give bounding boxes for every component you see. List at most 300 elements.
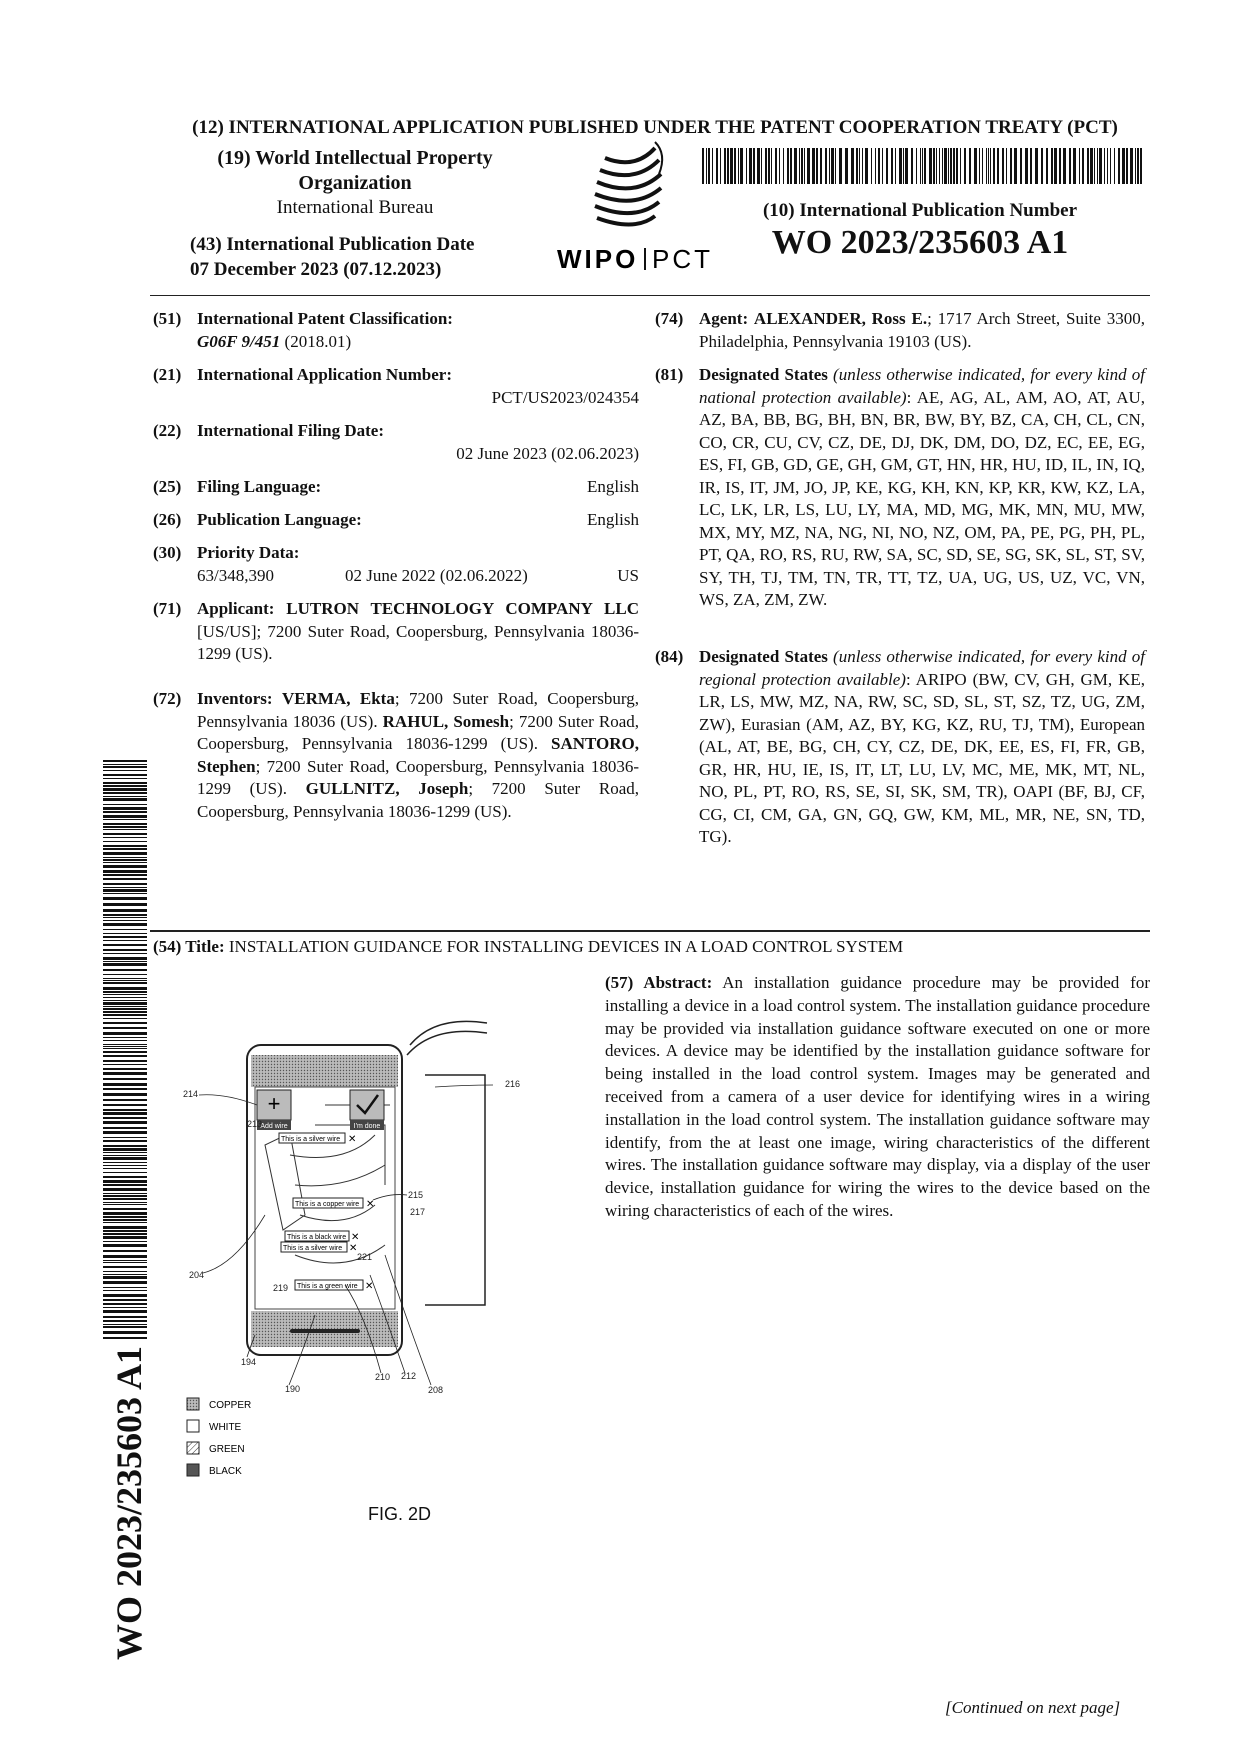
barcode-bar	[771, 148, 772, 184]
barcode-bar	[103, 982, 147, 984]
barcode-bar	[103, 1316, 147, 1318]
barcode-bar	[839, 148, 842, 184]
wire-label-2: This is a copper wire	[295, 1201, 360, 1208]
entry-21-label: International Application Number:	[197, 365, 453, 384]
barcode-bar	[794, 148, 797, 184]
barcode-bar	[103, 949, 147, 951]
barcode-bar	[1025, 148, 1028, 184]
barcode-bar	[1063, 148, 1066, 184]
barcode-bar	[103, 957, 147, 960]
barcode-bar	[103, 833, 147, 835]
barcode-bar	[103, 1068, 147, 1070]
barcode-bar	[103, 796, 147, 797]
barcode-bar	[1014, 148, 1017, 184]
legend-black: BLACK	[209, 1466, 242, 1477]
barcode-bar	[1010, 148, 1012, 184]
barcode-bar	[997, 148, 999, 184]
barcode-bar	[103, 1233, 147, 1235]
barcode-bar	[103, 897, 147, 900]
applicant-name: LUTRON TECHNOLOGY COMPANY LLC	[286, 599, 639, 618]
barcode-bar	[746, 148, 747, 184]
priority-country: US	[617, 565, 639, 585]
wire-label-1: This is a silver wire	[281, 1136, 341, 1143]
barcode-bar	[103, 770, 147, 771]
treaty-heading: (12) INTERNATIONAL APPLICATION PUBLISHED UNDER THE PATENT COOPERATION TREATY (PCT)	[192, 117, 1118, 138]
barcode-bar	[103, 1083, 147, 1086]
barcode-bar	[103, 1072, 147, 1075]
ref-212: 212	[401, 1371, 417, 1381]
barcode-bar	[103, 1018, 147, 1019]
org-name-line2: Organization	[298, 172, 412, 194]
barcode-bar	[936, 148, 937, 184]
barcode-bar	[103, 1055, 147, 1057]
barcode-bar	[974, 148, 977, 184]
title-text: INSTALLATION GUIDANCE FOR INSTALLING DEVICES IN A LOAD CONTROL SYSTEM	[224, 937, 904, 956]
figure-2d-drawing	[183, 1015, 595, 1535]
wall-box	[425, 1075, 485, 1305]
barcode-bar	[103, 1051, 147, 1053]
barcode-bar	[953, 148, 955, 184]
barcode-bar	[103, 909, 147, 912]
entry-71-code: (71)	[153, 599, 182, 618]
inventor-3-address: ; 7200 Suter Road, Coopersburg, Pennsylvania 18036-1299 (US).	[197, 756, 639, 798]
barcode-bar	[103, 920, 147, 921]
barcode-bar	[103, 870, 147, 873]
barcode-bar	[799, 148, 800, 184]
barcode-bar	[103, 980, 147, 981]
barcode-bar	[103, 917, 147, 918]
abstract-label: (57) Abstract:	[605, 973, 713, 992]
barcode-bar	[103, 1032, 147, 1035]
barcode-bar	[801, 148, 803, 184]
barcode-bar	[956, 148, 958, 184]
barcode-bar	[103, 1204, 147, 1205]
entry-22	[153, 420, 639, 465]
barcode-bar	[103, 782, 147, 784]
barcode-bar	[103, 991, 147, 993]
entry-72-label: Inventors:	[197, 689, 273, 708]
barcode-bar	[720, 148, 721, 184]
entry-26	[153, 509, 639, 532]
barcode-bar	[103, 1244, 147, 1247]
entry-25-label: Filing Language:	[197, 477, 322, 496]
barcode-bar	[103, 1324, 147, 1325]
barcode-bar	[103, 1137, 147, 1138]
barcode-bar	[103, 1093, 147, 1096]
barcode-bar	[103, 1320, 147, 1322]
barcode-bar	[103, 1307, 147, 1308]
barcode-bar	[1094, 148, 1095, 184]
barcode-bar	[103, 923, 147, 926]
barcode-bar	[103, 1176, 147, 1178]
barcode-bar	[103, 798, 147, 801]
barcode-bar	[103, 887, 147, 888]
barcode-bar	[103, 760, 147, 762]
wire-label-5: This is a green wire	[297, 1283, 358, 1290]
phone-top-bar	[251, 1055, 398, 1087]
entry-84-note: (unless otherwise indicated, for every kind of regional protection available)	[699, 647, 1145, 689]
barcode-bar	[950, 148, 952, 184]
barcode-bar	[103, 940, 147, 941]
logo-pct-text: PCT	[652, 244, 713, 274]
barcode-bar	[103, 1303, 147, 1305]
barcode-bar	[779, 148, 780, 184]
barcode-bar	[103, 987, 147, 990]
barcode-bar	[820, 148, 822, 184]
publication-number: WO 2023/235603 A1	[771, 224, 1069, 261]
barcode-bar	[749, 148, 752, 184]
barcode-bar	[103, 1184, 147, 1186]
barcode-bar	[103, 961, 147, 962]
barcode-bar	[103, 978, 147, 979]
barcode-bar	[103, 1287, 147, 1288]
ref-214: 214	[183, 1089, 199, 1099]
wire-label-3: This is a black wire	[287, 1234, 347, 1241]
barcode-bar	[825, 148, 827, 184]
barcode-bar	[1059, 148, 1061, 184]
barcode-bar	[727, 148, 729, 184]
inventor-2-address: ; 7200 Suter Road, Coopersburg, Pennsylvania 18036-1299 (US).	[197, 711, 639, 753]
barcode-bar	[103, 1219, 147, 1221]
barcode-bar	[1087, 148, 1089, 184]
header-divider	[150, 295, 1150, 296]
barcode-bar	[103, 893, 147, 894]
entry-26-code: (26)	[153, 510, 182, 529]
barcode-bar	[103, 1274, 147, 1275]
barcode-bar	[103, 1121, 147, 1124]
barcode-bar	[103, 1255, 147, 1258]
barcode-bar	[1114, 148, 1115, 184]
barcode-bar	[103, 1180, 147, 1183]
barcode-bar	[1122, 148, 1125, 184]
barcode-bar	[103, 1260, 147, 1261]
entry-51-code: (51)	[153, 309, 182, 328]
barcode-bar	[103, 997, 147, 998]
barcode-bar	[103, 807, 147, 810]
barcode-bar	[103, 1008, 147, 1010]
barcode-bar	[103, 862, 147, 863]
barcode-bar	[804, 148, 805, 184]
ref-194: 194	[241, 1357, 257, 1367]
barcode-bar	[871, 148, 872, 184]
barcode-bar	[103, 837, 147, 838]
barcode-bar	[103, 778, 147, 779]
barcode-bar	[856, 148, 858, 184]
barcode-bar	[903, 148, 904, 184]
barcode-bar	[730, 148, 733, 184]
barcode-bar	[103, 1002, 147, 1005]
entry-84	[655, 646, 1145, 849]
ipc-class-year: (2018.01)	[280, 331, 352, 351]
barcode-bar	[1020, 148, 1022, 184]
barcode-bar	[103, 1078, 147, 1080]
barcode-bar	[982, 148, 983, 184]
barcode-bar	[886, 148, 888, 184]
barcode-bar	[103, 1271, 147, 1272]
barcode-bar	[103, 1230, 147, 1232]
ref-190: 190	[285, 1384, 301, 1394]
barcode-bar	[103, 1250, 147, 1252]
barcode-bar	[964, 148, 966, 184]
svg-text:✕: ✕	[348, 1134, 357, 1145]
barcode-bar	[103, 1172, 147, 1173]
barcode-bar	[1135, 148, 1136, 184]
barcode-bar	[1079, 148, 1080, 184]
barcode-bar	[103, 1198, 147, 1200]
barcode-bar	[103, 1299, 147, 1301]
barcode-bar	[103, 974, 147, 975]
barcode-bar	[103, 1104, 147, 1106]
legend-copper: COPPER	[209, 1400, 252, 1411]
barcode-bar	[103, 1044, 147, 1045]
org-code: (19)	[217, 147, 251, 169]
barcode-bar	[103, 969, 147, 971]
barcode-bar	[103, 1202, 147, 1203]
barcode-bar	[922, 148, 923, 184]
barcode-bar	[706, 148, 707, 184]
publication-number-label: (10) International Publication Number	[762, 200, 1078, 221]
barcode-bar	[103, 1112, 147, 1115]
barcode-bar	[103, 914, 147, 916]
barcode-bar	[103, 766, 147, 768]
barcode-bar	[103, 1165, 147, 1166]
barcode-bar	[865, 148, 868, 184]
barcode-bar	[103, 819, 147, 820]
barcode-bar	[929, 148, 932, 184]
national-states-list: : AE, AG, AL, AM, AO, AT, AU, AZ, BA, BB, BG, BH, BN, BR, BW, BY, BZ, CA, CH, CL, CN, CO, CR, CU, CV, CZ, DE, DJ, DK, DM, DO, DZ, EC, EE, EG, ES, FI, GB, GD, GE, GH, GM, GT, HN, HR, HU, ID, IL, IN, IQ, IR, IS, IT, JM, JO, JP, KE, KG, KH, KN, KP, KR, KW, KZ, LA, LC, LK, LR, LS, LU, LY, MA, MD, MG, MK, MN, MU, MW, MX, MY, MZ, NA, NG, NI, NO, NZ, OM, PA, PE, PG, PH, PL, PT, QA, RO, RS, RU, RW, SA, SC, SD, SE, SG, SK, SL, ST, SV, SY, TH, TJ, TM, TN, TR, TT, TZ, UA, UG, US, UZ, VC, VN, WS, ZA, ZM, ZW.	[699, 387, 1145, 609]
barcode-bar	[103, 1152, 147, 1153]
entry-26-label: Publication Language:	[197, 510, 362, 529]
barcode-bar	[103, 1037, 147, 1038]
barcode-bar	[899, 148, 902, 184]
barcode-bar	[103, 1195, 147, 1197]
barcode-bar	[103, 1011, 147, 1013]
regional-states-list: : ARIPO (BW, CV, GH, GM, KE, LR, LS, MW, MZ, NA, RW, SC, SD, SL, ST, SZ, TZ, UG, ZM, ZW), Eurasian (AM, AZ, BY, KG, KZ, RU, TJ, TM), European (AL, AT, BE, BG, CH, CY, CZ, DE, DK, EE, ES, FI, FR, GB, GR, HR, HU, IE, IS, IT, LT, LU, LV, MC, ME, MK, MT, NL, NO, PL, PT, RO, RS, SE, SI, SK, SM, TR), OAPI (BF, BJ, CF, CG, CI, CM, GA, GN, GQ, GW, KM, ML, MR, NE, SN, TD, TG).	[699, 669, 1145, 846]
barcode-bar	[1097, 148, 1098, 184]
barcode-bar	[757, 148, 760, 184]
barcode-bar	[103, 1290, 147, 1291]
barcode-bar	[716, 148, 718, 184]
barcode-bar	[790, 148, 792, 184]
entry-71-label: Applicant:	[197, 599, 275, 618]
barcode-bar	[103, 953, 147, 954]
barcode-bar	[1002, 148, 1004, 184]
barcode-bar	[103, 815, 147, 818]
svg-text:✕: ✕	[365, 1281, 374, 1292]
ref-221: 221	[357, 1252, 373, 1262]
barcode-bar	[103, 1226, 147, 1229]
barcode-bar	[765, 148, 767, 184]
barcode-bar	[103, 852, 147, 855]
entry-81-code: (81)	[655, 365, 684, 384]
applicant-address: [US/US]; 7200 Suter Road, Coopersburg, Pennsylvania 18036-1299 (US).	[197, 621, 639, 663]
barcode-bar	[924, 148, 926, 184]
ref-219: 219	[273, 1283, 289, 1293]
barcode-bar	[103, 1127, 147, 1129]
barcode-bar	[862, 148, 863, 184]
filing-date: 02 June 2023 (02.06.2023)	[456, 443, 639, 463]
agent-name: ALEXANDER, Ross E.	[753, 309, 928, 328]
barcode-bar	[969, 148, 971, 184]
entry-21	[153, 364, 639, 409]
priority-number: 63/348,390	[197, 565, 274, 585]
barcode-bar	[103, 1193, 147, 1194]
barcode-bar	[103, 1006, 147, 1007]
barcode-bar	[103, 1326, 147, 1328]
barcode-bar	[103, 944, 147, 946]
barcode-bar	[761, 148, 762, 184]
entry-74-label: Agent:	[699, 309, 749, 328]
barcode-bar	[103, 1148, 147, 1151]
barcode-bar	[103, 1064, 147, 1065]
barcode-bar	[103, 1212, 147, 1215]
barcode-bar	[942, 148, 943, 184]
barcode-bar	[103, 859, 147, 861]
barcode-bar	[103, 1157, 147, 1160]
barcode-bar	[1137, 148, 1139, 184]
barcode-bar	[103, 764, 147, 765]
barcode-bar	[986, 148, 987, 184]
barcode-bar	[103, 1222, 147, 1223]
filing-language: English	[587, 477, 639, 496]
abstract	[605, 972, 1150, 1223]
barcode-bar	[103, 1131, 147, 1134]
entry-81-note: (unless otherwise indicated, for every kind of national protection available)	[699, 365, 1145, 407]
barcode-bar	[103, 1337, 147, 1339]
barcode-bar	[708, 148, 710, 184]
barcode-bar	[911, 148, 913, 184]
barcode-bar	[948, 148, 949, 184]
barcode-bar	[103, 889, 147, 892]
barcode-bar	[875, 148, 876, 184]
barcode-bar	[1110, 148, 1111, 184]
barcode-bar	[103, 1155, 147, 1156]
barcode-bar	[1006, 148, 1007, 184]
barcode-bar	[920, 148, 921, 184]
barcode-bar	[103, 1266, 147, 1268]
ref-210: 210	[375, 1372, 391, 1382]
barcode-bar	[1126, 148, 1128, 184]
barcode-bar	[103, 1241, 147, 1242]
barcode-bar	[988, 148, 989, 184]
entry-25	[153, 476, 639, 499]
barcode-bar	[103, 1060, 147, 1062]
barcode-bar	[1046, 148, 1048, 184]
barcode-bar	[103, 785, 147, 787]
wire-label-4: This is a silver wire	[283, 1245, 343, 1252]
barcode-bar	[103, 804, 147, 805]
entry-71	[153, 598, 639, 666]
inventor-1-address: ; 7200 Suter Road, Coopersburg, Pennsylvania 18036 (US).	[197, 689, 640, 731]
barcode-bar	[859, 148, 860, 184]
entry-81	[655, 364, 1145, 612]
entry-72	[153, 688, 639, 823]
entry-84-code: (84)	[655, 647, 684, 666]
barcode-bar	[103, 1236, 147, 1239]
publication-date-label: (43) International Publication Date	[190, 234, 475, 255]
publication-language: English	[587, 510, 639, 529]
barcode-bar	[1104, 148, 1105, 184]
abstract-text: An installation guidance procedure may be provided for installing a device in a load control system. The installation guidance procedure may be provided via installation guidance software executed on one or more devices. A device may be identified by the installation guidance software for being installed in the load control system. Images may be generated and received from a camera of a user device for identifying wires in a wiring installation in the load control system. The installation guidance software may identify, from the at least one image, wiring characteristics of the different wires. The installation guidance software may display, via a display of the user device, installation guidance for wiring the wires to the device based on the wiring characteristics of each of the wires.	[605, 973, 1150, 1220]
barcode-bar	[103, 826, 147, 828]
barcode-bar	[829, 148, 830, 184]
barcode-bar	[878, 148, 880, 184]
entry-51-label: International Patent Classification:	[197, 309, 453, 328]
entry-51	[153, 308, 639, 353]
barcode-bar	[103, 1014, 147, 1016]
publication-number-block	[690, 200, 1150, 262]
barcode-bar	[103, 857, 147, 858]
barcode-bar	[905, 148, 908, 184]
barcode-bar	[103, 1208, 147, 1210]
entry-74	[655, 308, 1145, 353]
barcode-bar	[103, 865, 147, 868]
org-subtitle: International Bureau	[276, 197, 434, 218]
barcode-bar	[103, 1046, 147, 1047]
entry-21-code: (21)	[153, 365, 182, 384]
publication-date-value: 07 December 2023 (07.12.2023)	[190, 259, 442, 280]
barcode-bar	[960, 148, 961, 184]
barcode-bar	[1118, 148, 1120, 184]
barcode-bar	[1130, 148, 1133, 184]
barcode-bar	[103, 848, 147, 850]
barcode-bar	[1030, 148, 1032, 184]
barcode-bar	[103, 878, 147, 880]
barcode-bar	[816, 148, 818, 184]
barcode-bar	[103, 1162, 147, 1163]
barcode-bar	[103, 1310, 147, 1313]
priority-date: 02 June 2022 (02.06.2022)	[345, 565, 528, 585]
barcode-bar	[895, 148, 896, 184]
add-wire-button: Add wire	[260, 1123, 288, 1130]
publication-date-block	[190, 232, 474, 282]
application-number: PCT/US2023/024354	[491, 387, 639, 407]
barcode-bar	[103, 1022, 147, 1024]
barcode-bar	[1099, 148, 1102, 184]
barcode-bar	[103, 792, 147, 794]
barcode-bar	[103, 1040, 147, 1041]
barcode-bar	[103, 1262, 147, 1263]
svg-text:✕: ✕	[366, 1199, 375, 1210]
barcode-bar	[775, 148, 777, 184]
barcode-bar	[103, 1088, 147, 1090]
barcode-bar	[103, 933, 147, 934]
barcode-bar	[1082, 148, 1084, 184]
barcode-bar	[1035, 148, 1038, 184]
organization-block	[190, 146, 520, 220]
barcode-bar	[1107, 148, 1108, 184]
barcode-bar	[103, 1331, 147, 1334]
barcode-bar	[1140, 148, 1142, 184]
barcode-bar	[712, 148, 713, 184]
barcode-bar	[990, 148, 991, 184]
barcode-bar	[103, 1168, 147, 1169]
barcode-bar	[103, 1276, 147, 1279]
entry-30-label: Priority Data:	[197, 543, 300, 562]
inventor-4-name: GULLNITZ, Joseph	[305, 779, 469, 798]
barcode-bar	[807, 148, 810, 184]
barcode-bar	[103, 1188, 147, 1191]
side-barcode	[103, 760, 147, 1340]
entry-22-label: International Filing Date:	[197, 421, 384, 440]
barcode-bar	[103, 1145, 147, 1147]
entry-74-code: (74)	[655, 309, 684, 328]
legend-green: GREEN	[209, 1444, 245, 1455]
barcode-bar	[103, 823, 147, 825]
title-divider	[150, 930, 1150, 932]
barcode-bar	[103, 1027, 147, 1029]
entry-25-code: (25)	[153, 477, 182, 496]
